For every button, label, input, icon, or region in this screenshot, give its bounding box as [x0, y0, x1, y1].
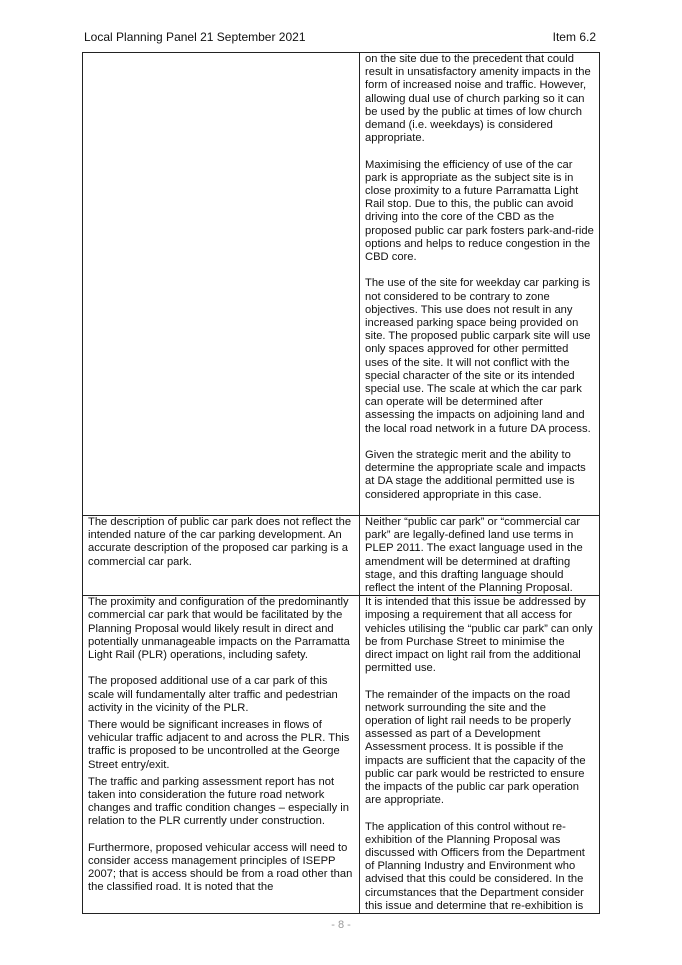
response-cell	[360, 53, 600, 516]
issue-paragraph: The proximity and configuration of the predominantly commercial car park that would be facilitated by the Planning Proposal would likely result in direct and potentially unmanageable impacts on the Parramatta Light Rail (PLR) operations, including safety.	[88, 596, 350, 662]
issue-cell	[83, 516, 360, 596]
issue-paragraph: The description of public car park does not reflect the intended nature of the car parking development. An accurate description of the proposed car parking is a commercial car park.	[88, 516, 352, 568]
response-cell	[360, 596, 600, 914]
response-cell	[360, 516, 600, 596]
response-paragraph: It is intended that this issue be addressed by imposing a requirement that all access for vehicles utilising the “public car park” can only be from Purchase Street to minimise the direct impact on light rail from the additional permitted use.	[365, 596, 593, 675]
issue-paragraph: Furthermore, proposed vehicular access will need to consider access management principles of ISEPP 2007; that is access should be from a road other than the classified road. It is noted that the	[88, 841, 353, 894]
table-row	[83, 516, 600, 596]
table-row	[83, 596, 600, 914]
issue-paragraph: The traffic and parking assessment report has not taken into consideration the future road network changes and traffic condition changes – especially in relation to the PLR currently under construction.	[88, 775, 350, 828]
response-paragraph: The use of the site for weekday car parking is not considered to be contrary to zone objectives. This use does not result in any increased parking space being provided on site. The proposed public carpark site will use only spaces approved for other permitted uses of the site. It will not conflict with the special character of the site or its intended special use. The scale at which the car park can operate will be determined after assessing the impacts on adjoining land and the local road network in a future DA process.	[365, 277, 591, 435]
page-number: - 8 -	[331, 919, 351, 931]
submissions-table	[82, 52, 600, 914]
response-paragraph: Given the strategic merit and the ability to determine the appropriate scale and impacts at DA stage the additional permitted use is considered appropriate in this case.	[365, 449, 586, 501]
response-paragraph: Neither “public car park” or “commercial car park” are legally-defined land use terms in PLEP 2011. The exact language used in the amendment will be determined at drafting stage, and this drafting language should reflect the intent of the Planning Proposal.	[365, 516, 583, 595]
issue-paragraph: There would be significant increases in flows of vehicular traffic adjacent to and across the PLR. This traffic is proposed to be uncontrolled at the George Street entry/exit.	[88, 719, 350, 771]
response-paragraph: Maximising the efficiency of use of the car park is appropriate as the subject site is in close proximity to a future Parramatta Light Rail stop. Due to this, the public can avoid driving into the core of the CBD as the proposed public car park fosters park-and-ride options and helps to reduce congestion in the CBD core.	[365, 158, 594, 264]
header-title: Local Planning Panel 21 September 2021	[84, 30, 306, 44]
page-header	[84, 30, 596, 45]
table-row	[83, 53, 600, 516]
response-paragraph: The remainder of the impacts on the road network surrounding the site and the operation of light rail needs to be properly assessed as part of a Development Assessment process. It is possible if the impacts are sufficient that the capacity of the public car park would be restricted to ensure the impacts of the public car park operation are appropriate.	[365, 688, 586, 807]
response-paragraph: The application of this control without re-exhibition of the Planning Proposal was discussed with Officers from the Department of Planning Industry and Environment who advised that this could be considered. In the circumstances that the Department consider this issue and determine that re-exhibition is	[365, 820, 585, 912]
header-item-number: Item 6.2	[552, 30, 596, 44]
issue-cell	[83, 596, 360, 914]
issue-cell	[83, 53, 360, 516]
issue-paragraph: The proposed additional use of a car park of this scale will fundamentally alter traffic and pedestrian activity in the vicinity of the PLR.	[88, 675, 338, 714]
response-paragraph: on the site due to the precedent that could result in unsatisfactory amenity impacts in the form of increased noise and traffic. However, allowing dual use of church parking so it can be used by the public at times of low church demand (i.e. weekdays) is considered appropriate.	[365, 53, 591, 145]
